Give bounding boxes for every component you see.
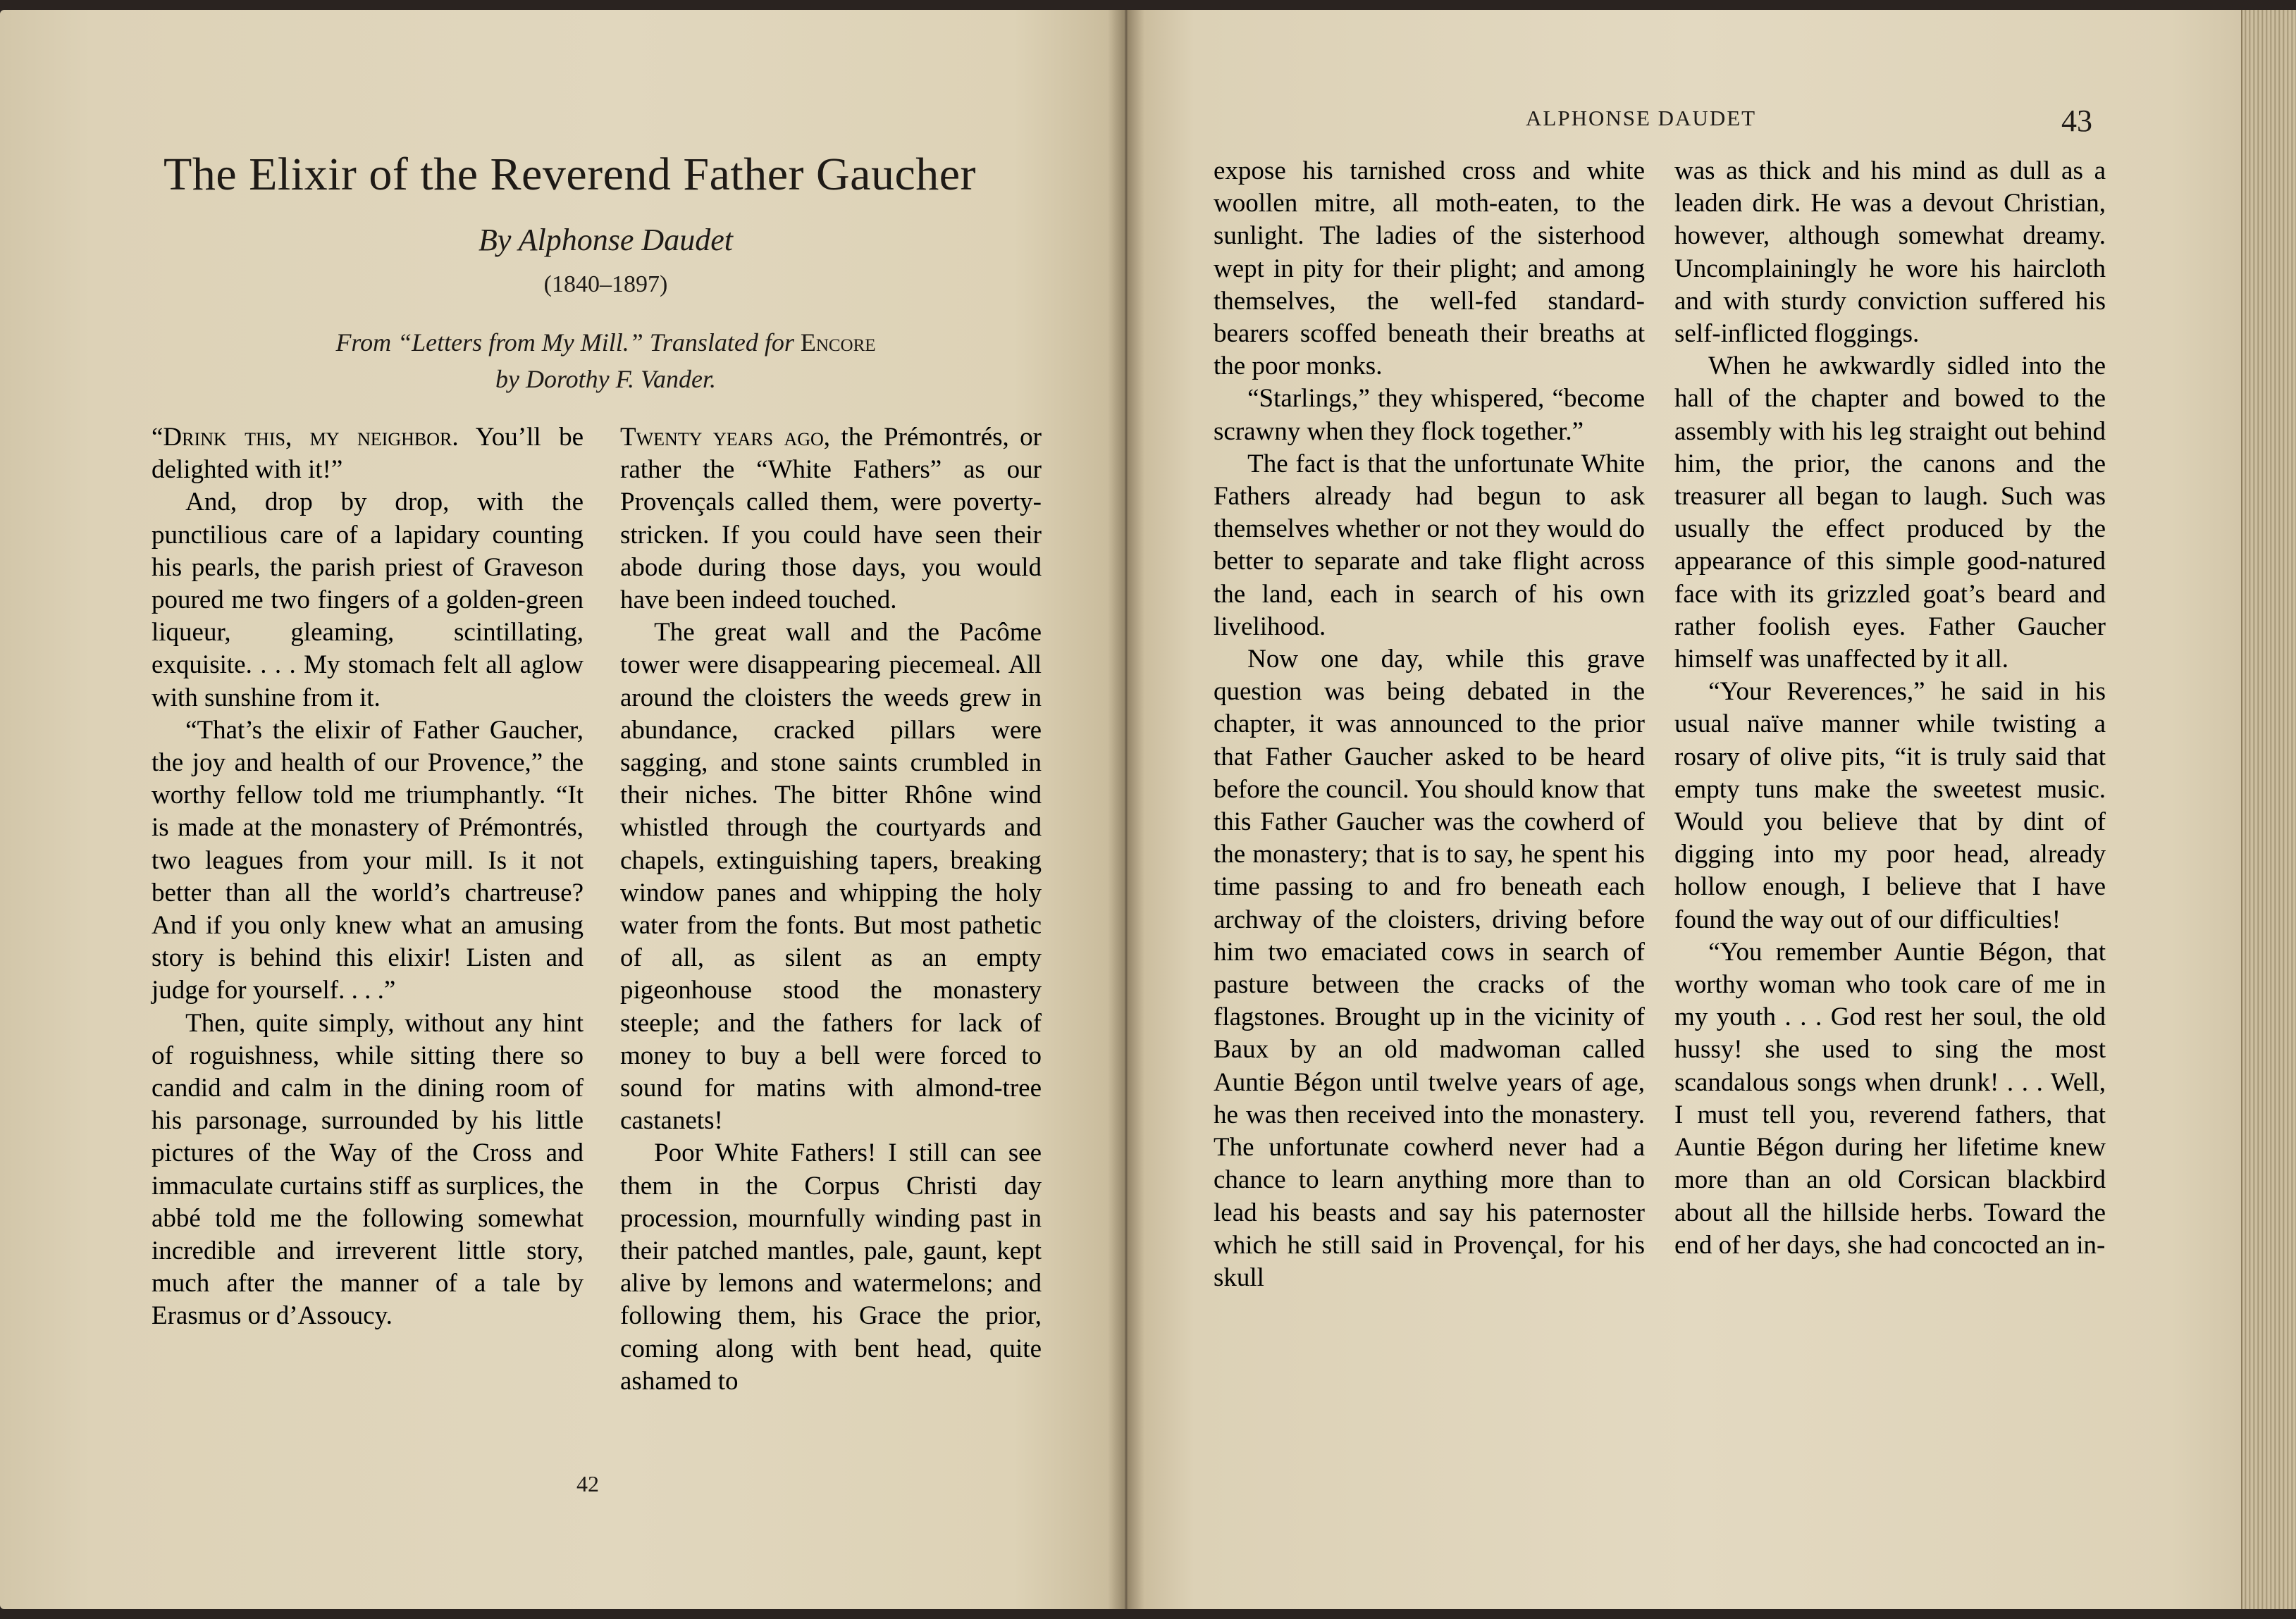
paragraph: When he awkwardly sidled into the hall of the chapter and bowed to the assembly with his leg straight out behind him, the prior, the canons and the treasurer all began to laugh. Such was usually the effect produced by the appearance of this simple good-natured face with its grizzled goat’s beard and rather foolish eyes. Father Gaucher himself was unaffected by it all. <box>1674 352 2106 674</box>
translation-credit <box>163 324 1048 397</box>
author-dates: (1840–1897) <box>543 271 668 297</box>
right-column-1 <box>1214 155 1645 1294</box>
paragraph: “That’s the elixir of Father Gaucher, the joy and health of our Provence,” the worthy fellow told me triumphantly. “It is made at the monastery of Prémontrés, two leagues from your mill. Is it not better than all the world’s chartreuse? And if you only knew what an amusing story is behind this elixir! Listen and judge for yourself. . . .” <box>152 715 584 1005</box>
right-column-2 <box>1674 155 2106 1262</box>
page-number-left: 42 <box>576 1471 599 1496</box>
story-title: The Elixir of the Reverend Father Gaucher <box>163 149 977 200</box>
left-column-2 <box>620 421 1042 1398</box>
page-number-right: 43 <box>2061 104 2092 138</box>
paragraph: And, drop by drop, with the punctilious care of a lapidary counting his pearls, the parish priest of Graveson poured me two fingers of a golden-green liqueur, gleaming, scintillating, exquisite. . . . My stomach felt all aglow with sunshine from it. <box>152 488 584 712</box>
lead-in-small-caps: “Drink this, my neighbor. <box>152 423 459 452</box>
paragraph: The fact is that the unfortunate White Fathers already had begun to ask themselves whether or not they would do better to separate and take flight across the land, each in search of his own livelihood. <box>1214 449 1645 641</box>
book-gutter <box>1108 10 1144 1609</box>
paragraph <box>620 421 1042 616</box>
credit-magazine: Encore <box>800 328 876 356</box>
paragraph-text: the Prémontrés, or rather the “White Fathers” as our Provençals called them, were poverty-stricken. If you could have seen their abode during those days, you would have been indeed touched. <box>620 423 1042 615</box>
paragraph-text: You’ll be delighted with it!” <box>152 423 584 485</box>
paragraph: “Starlings,” they whispered, “become scrawny when they flock together.” <box>1214 384 1645 446</box>
author-byline: By Alphonse Daudet <box>479 223 733 257</box>
credit-translator: by Dorothy F. Vander. <box>495 365 716 393</box>
paragraph: “You remember Auntie Bégon, that worthy woman who took care of me in my youth . . . God rest her soul, the old hussy! she used to sing the most scandalous songs when drunk! . . . Well, I must tell you, reverend fathers, that Auntie Bégon during her lifetime knew more than an old Corsican blackbird about all the hillside herbs. Toward the end of her days, she had concocted an in- <box>1674 937 2106 1260</box>
running-head: ALPHONSE DAUDET <box>1526 106 1757 130</box>
paragraph: Then, quite simply, without any hint of roguishness, while sitting there so candid and calm in the dining room of his parsonage, surrounded by his little pictures of the Way of the Cross and immaculate curtains stiff as surplices, the abbé told me the following somewhat incredible and irreverent little story, much after the manner of a tale by Erasmus or d’Assoucy. <box>152 1008 584 1331</box>
lead-in-small-caps: Twenty years ago, <box>620 423 831 452</box>
paragraph <box>152 421 584 486</box>
page-edges <box>2241 10 2296 1609</box>
paragraph: “Your Reverences,” he said in his usual naïve manner while twisting a rosary of olive pits, “it is truly said that empty tuns make the sweetest music. Would you believe that by dint of digging into my poor head, already hollow enough, I believe that I have found the way out of our difficulties! <box>1674 677 2106 934</box>
paragraph: was as thick and his mind as dull as a leaden dirk. He was a devout Christian, however, although somewhat dreamy. Uncomplainingly he wore his haircloth and with sturdy conviction suffered his self-inflicted floggings. <box>1674 156 2106 349</box>
paragraph: The great wall and the Pacôme tower were disappearing piecemeal. All around the cloisters the weeds grew in abundance, cracked pillars were sagging, and stone saints crumbled in their niches. The bitter Rhône wind whistled through the courtyards and chapels, extinguishing tapers, breaking window panes and whipping the holy water from the fonts. But most pathetic of all, as silent as an empty pigeonhouse stood the monastery steeple; and the fathers for lack of money to buy a bell were forced to sound for matins with almond-tree castanets! <box>620 618 1042 1136</box>
left-column-1 <box>152 421 584 1333</box>
paragraph: expose his tarnished cross and white woollen mitre, all moth-eaten, to the sunlight. The ladies of the sisterhood wept in pity for their plight; and among themselves, the well-fed standard-bearers scoffed beneath their breaths at the poor monks. <box>1214 156 1645 381</box>
paragraph: Now one day, while this grave question was being debated in the chapter, it was announced to the prior that Father Gaucher asked to be heard before the council. You should know that this Father Gaucher was the cowherd of the monastery; that is to say, he spent his time passing to and fro beneath each archway of the cloisters, driving before him two emaciated cows in search of pasture between the cracks of the flagstones. Brought up in the vicinity of Baux by an old madwoman called Auntie Bégon until twelve years of age, he was then received into the monastery. The unfortunate cowherd never had a chance to learn anything more than to lead his beasts and say his paternoster which he still said in Provençal, for his skull <box>1214 645 1645 1292</box>
paragraph: Poor White Fathers! I still can see them in the Corpus Christi day procession, mournfully winding past in their patched mantles, pale, gaunt, kept alive by lemons and watermelons; and following them, his Grace the prior, coming along with bent head, quite ashamed to <box>620 1139 1042 1396</box>
credit-source: From “Letters from My Mill.” Translated for <box>335 328 801 356</box>
